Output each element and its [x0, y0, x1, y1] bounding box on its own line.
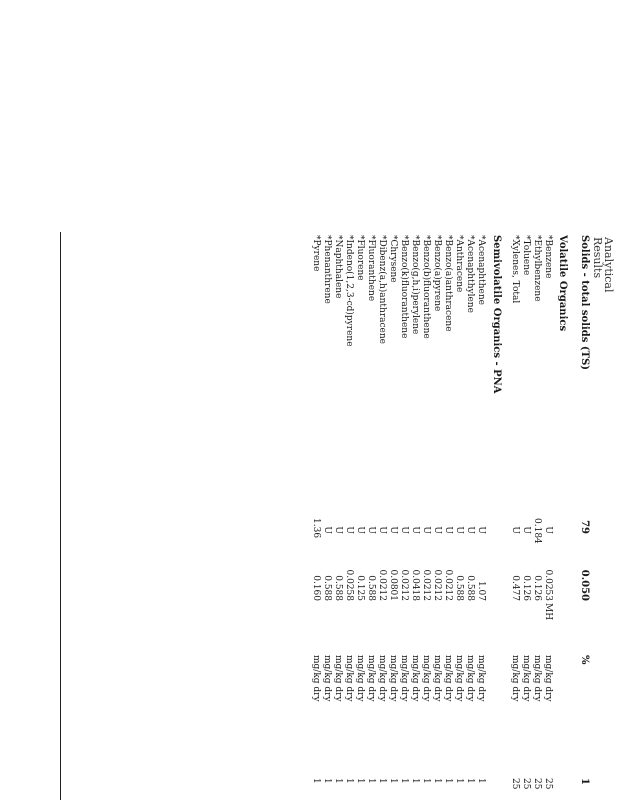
dilution: 1 [311, 778, 321, 784]
reporting-limit: 0.0212 [443, 569, 453, 601]
rotated-results-table [308, 225, 615, 800]
analyte-name: *Phenanthrene [322, 235, 332, 304]
reporting-limit: 0.0258 [344, 569, 354, 601]
table-row [398, 225, 410, 800]
table-row [321, 225, 333, 800]
reporting-limit: 0.160 [311, 575, 321, 601]
table-row [310, 225, 322, 800]
analyte-name: *Fluorene [355, 235, 365, 281]
reporting-limit: 0.0212 [432, 569, 442, 601]
reporting-limit: 0.0801 [388, 569, 398, 601]
result-qualifier: U [465, 526, 475, 534]
dilution: 1 [366, 778, 376, 784]
dilution: 25 [521, 778, 531, 790]
result-qualifier: U [322, 526, 332, 534]
dilution: 25 [510, 778, 520, 790]
units: mg/kg dry [521, 655, 531, 702]
units: mg/kg dry [377, 655, 387, 702]
dilution: 1 [388, 778, 398, 784]
analyte-name: *Anthracene [454, 235, 464, 293]
units: mg/kg dry [410, 655, 420, 702]
units: mg/kg dry [322, 655, 332, 702]
table-row [409, 225, 421, 800]
table-row [542, 225, 554, 800]
table-row [365, 225, 377, 800]
table-row [354, 225, 366, 800]
mdl-flag: MH [543, 603, 553, 621]
analyte-name: *Acenaphthene [476, 235, 486, 305]
analyte-name: *Benzene [543, 235, 553, 279]
reporting-limit: 0.588 [333, 575, 343, 601]
analyte-name: *Ethylbenzene [532, 235, 542, 302]
result-qualifier: U [399, 526, 409, 534]
result-qualifier: U [333, 526, 343, 534]
units: mg/kg dry [532, 655, 542, 702]
reporting-limit: 0.0418 [410, 569, 420, 601]
table-row [453, 225, 465, 800]
units: mg/kg dry [311, 655, 321, 702]
units: mg/kg dry [366, 655, 376, 702]
dilution: 1 [344, 778, 354, 784]
analyte-name: *Benzo(b)fluoranthene [421, 235, 431, 339]
units: mg/kg dry [465, 655, 475, 702]
units: mg/kg dry [443, 655, 453, 702]
solids-mdl: 0.050 [579, 569, 590, 601]
reporting-limit: 0.588 [322, 575, 332, 601]
reporting-limit: 0.588 [366, 575, 376, 601]
table-row [509, 225, 521, 800]
result-qualifier: U [366, 526, 376, 534]
units: mg/kg dry [432, 655, 442, 702]
analyte-name: *Toluene [521, 235, 531, 276]
table-row [520, 225, 532, 800]
result-qualifier: U [410, 526, 420, 534]
result-qualifier: U [476, 526, 486, 534]
units: mg/kg dry [388, 655, 398, 702]
reporting-limit: 0.588 [465, 575, 475, 601]
cut-off-heading: Analytical Results [591, 237, 615, 293]
result-qualifier: U [454, 526, 464, 534]
dilution: 1 [322, 778, 332, 784]
reporting-limit: 0.588 [454, 575, 464, 601]
analyte-name: *Fluoranthene [366, 235, 376, 302]
table-row [420, 225, 432, 800]
result-qualifier: 1.36 [311, 518, 321, 539]
solids-row [578, 225, 590, 800]
dilution: 1 [377, 778, 387, 784]
units: mg/kg dry [399, 655, 409, 702]
table-row [464, 225, 476, 800]
result-qualifier: U [344, 526, 354, 534]
analyte-name: *Benzo(a)anthracene [443, 235, 453, 332]
dilution: 1 [443, 778, 453, 784]
result-qualifier: U [521, 526, 531, 534]
units: mg/kg dry [333, 655, 343, 702]
section-heading-volatile: Volatile Organics [557, 235, 568, 332]
result-qualifier: U [543, 526, 553, 534]
dilution: 1 [465, 778, 475, 784]
result-qualifier: 0.184 [532, 518, 542, 544]
dilution: 25 [543, 778, 553, 790]
solids-n: 1 [579, 778, 590, 785]
reporting-limit: 0.126 [521, 575, 531, 601]
reporting-limit: 0.0212 [421, 569, 431, 601]
dilution: 1 [399, 778, 409, 784]
analyte-name: *Dibenz(a,h)anthracene [377, 235, 387, 344]
solids-result: 79 [579, 520, 590, 534]
table-row [387, 225, 399, 800]
units: mg/kg dry [344, 655, 354, 702]
reporting-limit: 0.0212 [399, 569, 409, 601]
reporting-limit: 0.0212 [377, 569, 387, 601]
result-qualifier: U [510, 526, 520, 534]
reporting-limit: 0.477 [510, 575, 520, 601]
analyte-name: *Indeno(1,2,3-cd)pyrene [344, 235, 354, 347]
result-qualifier: U [443, 526, 453, 534]
analyte-name: *Acenaphthylene [465, 235, 475, 313]
reporting-limit: 1.07 [476, 580, 486, 601]
table-row [343, 225, 355, 800]
reporting-limit: 0.125 [355, 575, 365, 601]
units: mg/kg dry [454, 655, 464, 702]
analyte-name: *Xylenes, Total [510, 235, 520, 304]
result-qualifier: U [355, 526, 365, 534]
table-row [475, 225, 487, 800]
dilution: 1 [410, 778, 420, 784]
dilution: 25 [532, 778, 542, 790]
analyte-name: *Naphthalene [333, 235, 343, 299]
dilution: 1 [333, 778, 343, 784]
units: mg/kg dry [543, 655, 553, 702]
dilution: 1 [355, 778, 365, 784]
solids-label: Solids - total solids (TS) [579, 235, 590, 371]
dilution: 1 [432, 778, 442, 784]
units: mg/kg dry [476, 655, 486, 702]
table-row [376, 225, 388, 800]
result-qualifier: U [421, 526, 431, 534]
left-margin-rule [60, 232, 61, 800]
analyte-name: *Benzo(g,h,i)perylene [410, 235, 420, 335]
result-qualifier: U [388, 526, 398, 534]
units: mg/kg dry [510, 655, 520, 702]
reporting-limit: 0.0253 [543, 569, 553, 601]
section-heading-semivolatile: Semivolatile Organics - PNA [491, 235, 502, 394]
analyte-name: *Benzo(k)fluoranthene [399, 235, 409, 339]
dilution: 1 [421, 778, 431, 784]
analyte-name: *Chrysene [388, 235, 398, 283]
result-qualifier: U [377, 526, 387, 534]
solids-unit: % [579, 655, 590, 665]
analyte-name: *Benzo(a)pyrene [432, 235, 442, 312]
dilution: 1 [476, 778, 486, 784]
units: mg/kg dry [355, 655, 365, 702]
table-row [442, 225, 454, 800]
analyte-name: *Pyrene [311, 235, 321, 272]
reporting-limit: 0.126 [532, 575, 542, 601]
units: mg/kg dry [421, 655, 431, 702]
table-row [431, 225, 443, 800]
dilution: 1 [454, 778, 464, 784]
table-row [531, 225, 543, 800]
table-row [332, 225, 344, 800]
result-qualifier: U [432, 526, 442, 534]
